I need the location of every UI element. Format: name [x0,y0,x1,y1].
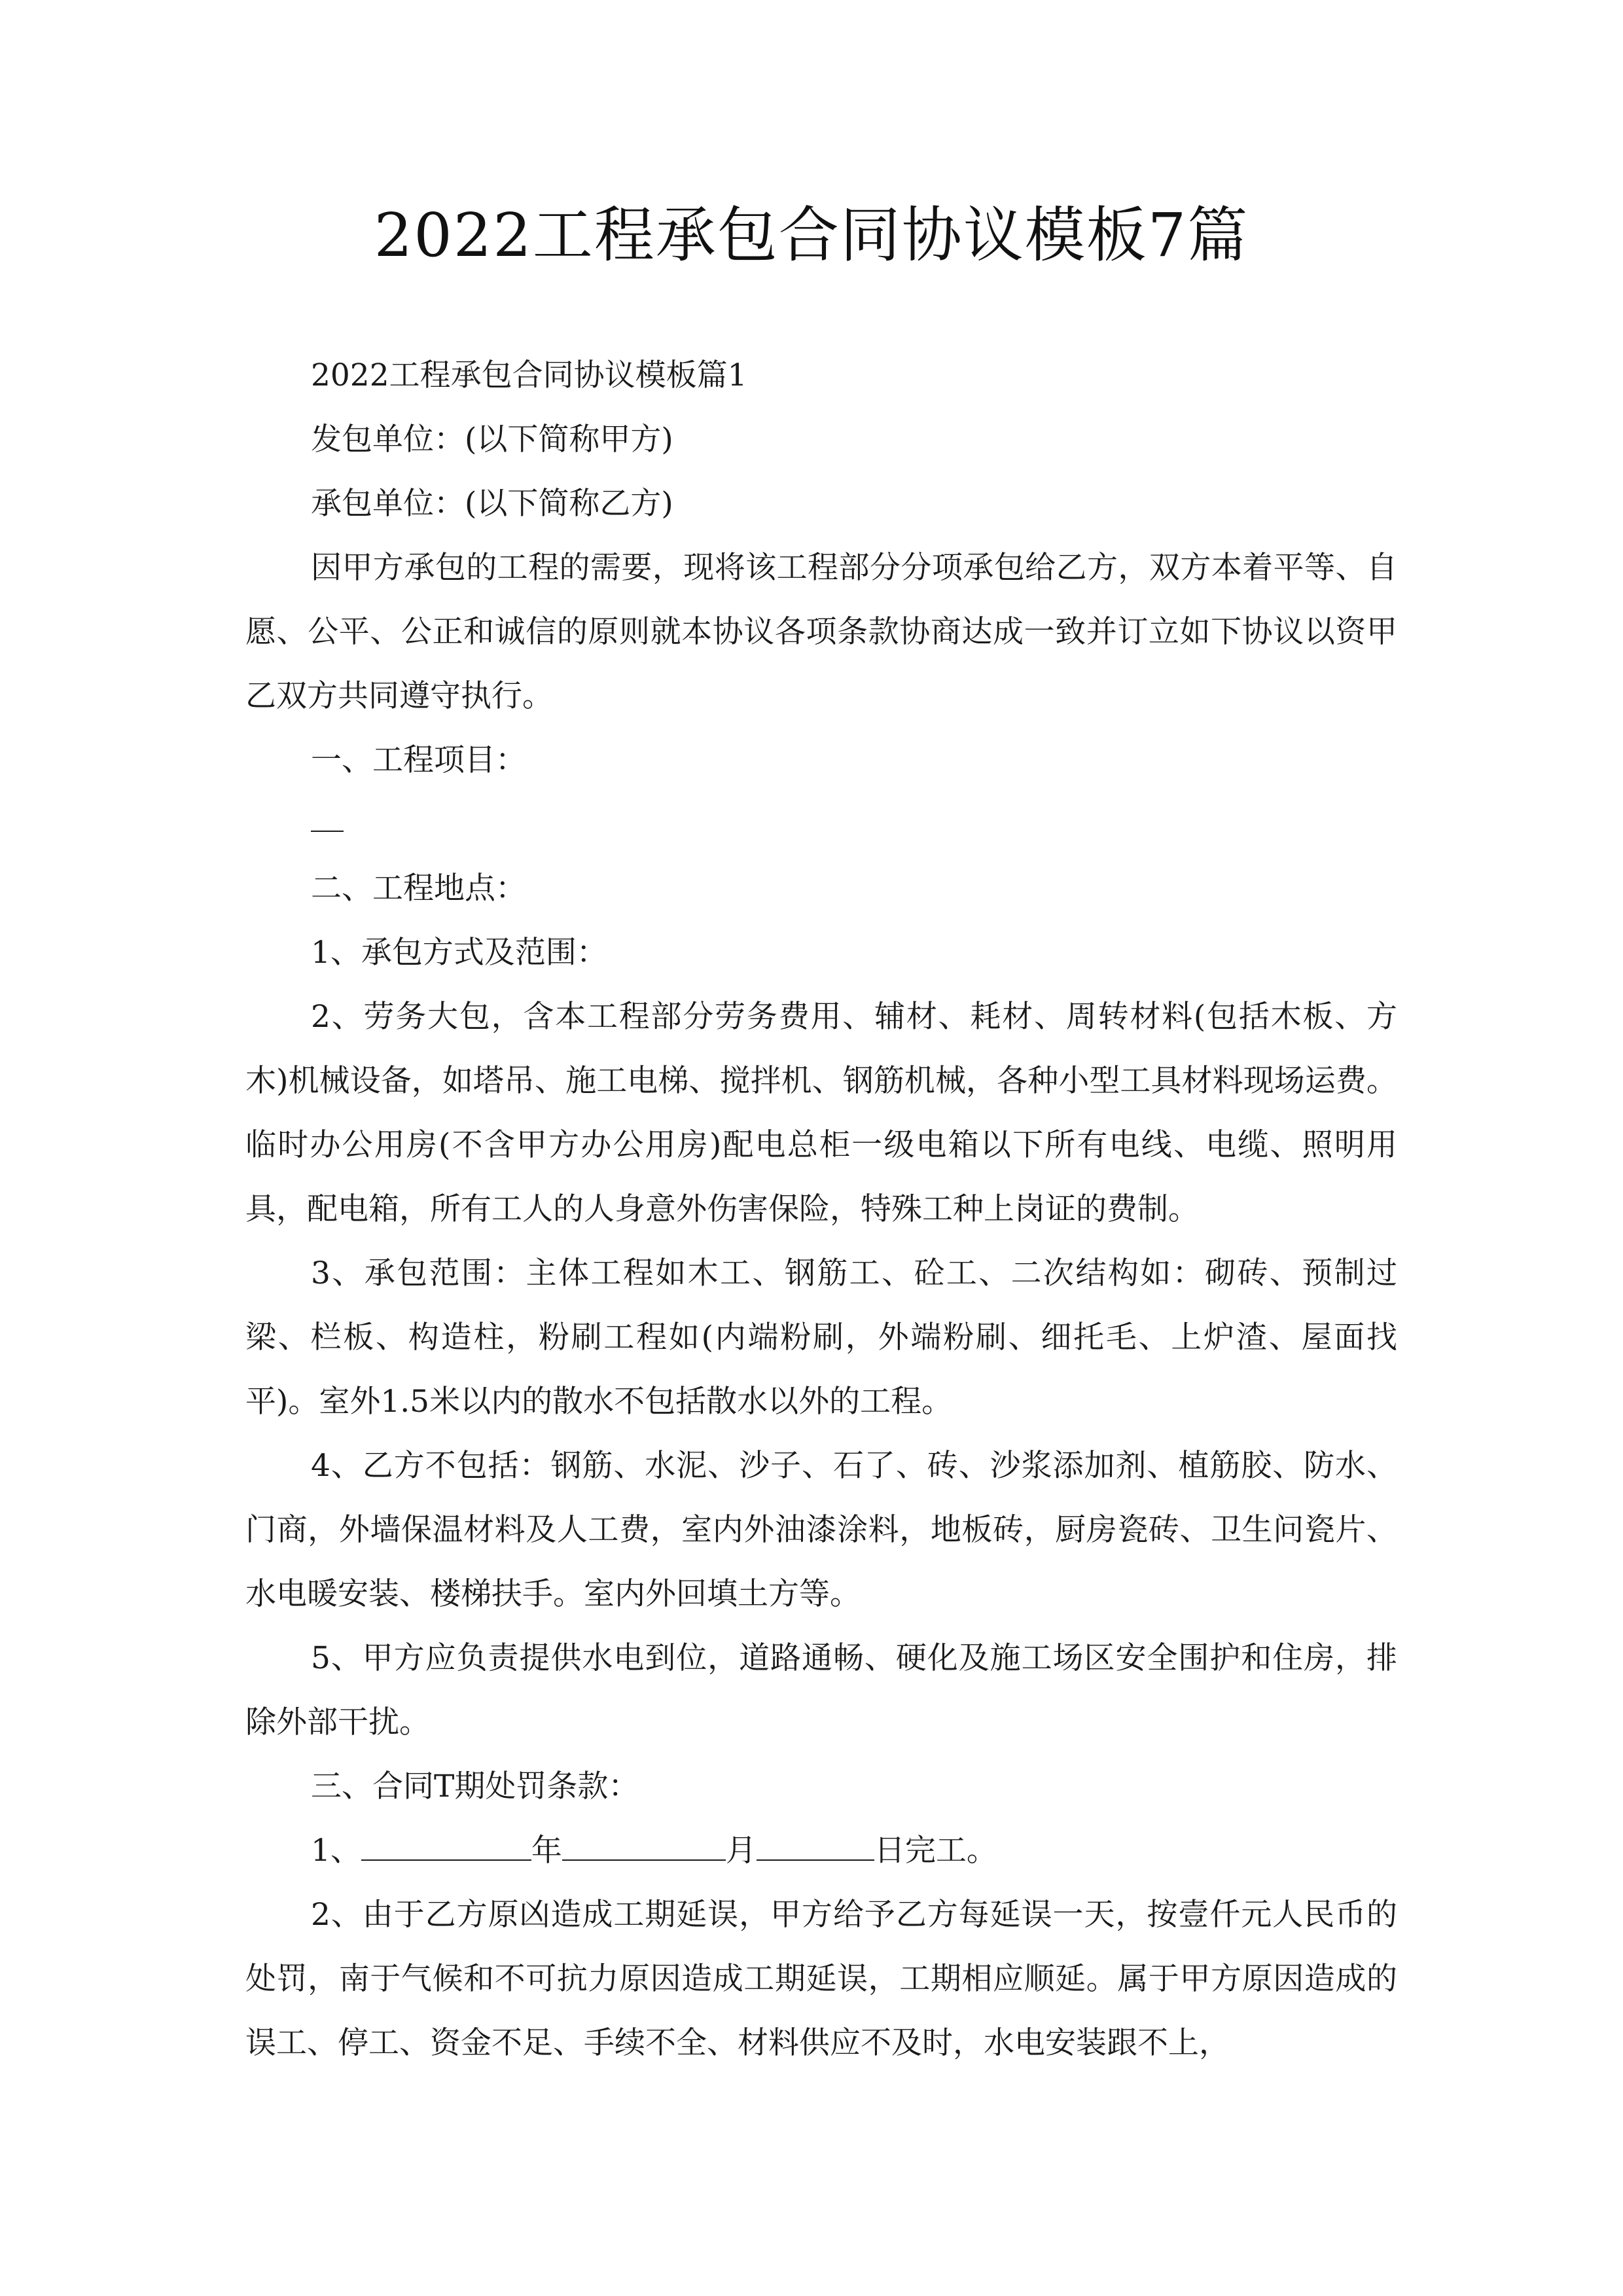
document-title: 2022工程承包合同协议模板7篇 [374,200,1249,270]
clause-3-1 [245,1819,1397,1883]
clause-3-2: 2、由于乙方原凶造成工期延误，甲方给予乙方每延误一天，按壹仟元人民币的处罚，南于气候和不可抗力原因造成工期延误，工期相应顺延。属于甲方原因造成的误工、停工、资金不足、手续不全、材料供应不及时，水电安装跟不上， [245,1897,1397,2061]
section-location-heading: 二、工程地点： [311,870,526,906]
clause-2-2: 2、劳务大包，含本工程部分劳务费用、辅材、耗材、周转材料(包括木板、方木)机械设备，如塔吊、施工电梯、搅拌机、钢筋机械，各种小型工具材料现场运费。临时办公用房(不含甲方办公用房)配电总柜一级电箱以下所有电线、电缆、照明用具，配电箱，所有工人的人身意外伤害保险，特殊工种上岗证的费制。 [245,999,1397,1227]
day-blank [757,1833,874,1861]
clause-2-5: 5、甲方应负责提供水电到位，道路通畅、硬化及施工场区安全围护和住房，排除外部干扰。 [245,1640,1397,1740]
intro-paragraph: 因甲方承包的工程的需要，现将该工程部分分项承包给乙方，双方本着平等、自愿、公平、公正和诚信的原则就本协议各项条款协商达成一致并订立如下协议以资甲乙双方共同遵守执行。 [245,550,1397,714]
section-project-heading: 一、工程项目： [311,742,526,778]
contract-heading: 2022工程承包合同协议模板篇1 [311,357,747,393]
section-penalty-heading: 三、合同T期处罚条款： [311,1768,639,1804]
year-label: 年 [531,1833,562,1869]
clause-2-1: 1、承包方式及范围： [311,935,607,971]
document-body [245,344,1397,2075]
clause-2-3: 3、承包范围：主体工程如木工、钢筋工、砼工、二次结构如：砌砖、预制过梁、栏板、构造柱，粉刷工程如(内端粉刷，外端粉刷、细托毛、上炉渣、屋面找平)。室外1.5米以内的散水不包括散水以外的工程。 [245,1255,1397,1420]
project-dash-mark [311,831,344,832]
month-blank [562,1833,726,1861]
year-blank [361,1833,531,1861]
contractor-line: 承包单位：(以下简称乙方) [311,486,673,522]
employer-line: 发包单位：(以下简称甲方) [311,422,673,457]
clause-3-1-prefix: 1、 [311,1833,361,1869]
project-blank-line [245,793,1397,857]
day-suffix: 日完工。 [874,1833,997,1869]
month-label: 月 [725,1833,757,1869]
clause-2-4: 4、乙方不包括：钢筋、水泥、沙子、石了、砖、沙浆添加剂、植筋胶、防水、门商，外墙保温材料及人工费，室内外油漆涂料，地板砖，厨房瓷砖、卫生问瓷片、水电暖安装、楼梯扶手。室内外回填土方等。 [245,1448,1397,1612]
